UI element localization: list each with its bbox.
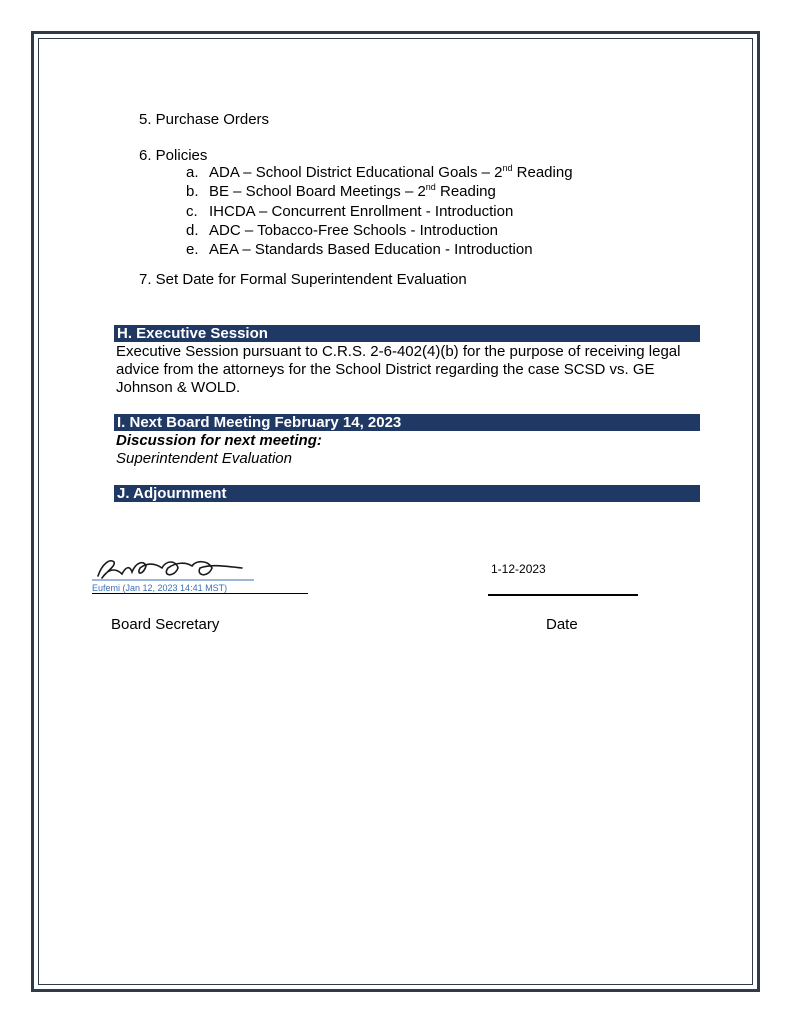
secretary-signature-line xyxy=(92,593,308,594)
discussion-item: Superintendent Evaluation xyxy=(116,450,292,467)
agenda-item-purchase-orders: 5. Purchase Orders xyxy=(139,111,270,128)
policy-text: ADC – Tobacco-Free Schools - Introduction xyxy=(209,222,499,239)
executive-session-text: Executive Session pursuant to C.R.S. 2-6-402(4)(b) for the purpose of receiving legal advice from the attorneys for the School District regarding the case SCSD vs. GE Johnson & WOLD. xyxy=(116,343,681,396)
date-line xyxy=(488,594,638,596)
policy-letter: c. xyxy=(186,203,198,220)
policy-letter: a. xyxy=(186,164,199,181)
signature-date-value: 1-12-2023 xyxy=(491,562,546,576)
policy-text: AEA – Standards Based Education - Introduction xyxy=(209,241,533,258)
policy-item xyxy=(186,163,573,182)
agenda-item-policies: 6. Policies xyxy=(139,147,208,164)
policy-tail: Reading xyxy=(512,164,573,181)
policy-item xyxy=(186,203,514,221)
section-header-executive-session: H. Executive Session xyxy=(114,325,700,342)
policy-item xyxy=(186,222,499,240)
policy-tail: Reading xyxy=(435,183,496,200)
section-header-next-board-meeting: I. Next Board Meeting February 14, 2023 xyxy=(114,414,700,431)
signature-timestamp: Eufemi (Jan 12, 2023 14:41 MST) xyxy=(92,583,228,593)
policy-text: IHCDA – Concurrent Enrollment - Introduction xyxy=(209,203,514,220)
board-secretary-label: Board Secretary xyxy=(111,616,220,633)
policy-text: BE – School Board Meetings – 2 xyxy=(209,183,426,200)
discussion-heading: Discussion for next meeting: xyxy=(116,432,322,449)
handwritten-signature xyxy=(92,556,262,586)
policy-sup: nd xyxy=(502,163,513,173)
agenda-item-superintendent-evaluation: 7. Set Date for Formal Superintendent Evaluation xyxy=(139,271,467,288)
policy-letter: e. xyxy=(186,241,199,258)
policy-sup: nd xyxy=(425,182,436,192)
date-label: Date xyxy=(546,616,578,633)
policy-item xyxy=(186,182,496,201)
policy-letter: d. xyxy=(186,222,199,239)
section-header-adjournment: J. Adjournment xyxy=(114,485,700,502)
policy-letter: b. xyxy=(186,183,199,200)
policy-text: ADA – School District Educational Goals – 2 xyxy=(209,164,503,181)
policy-item xyxy=(186,241,533,259)
